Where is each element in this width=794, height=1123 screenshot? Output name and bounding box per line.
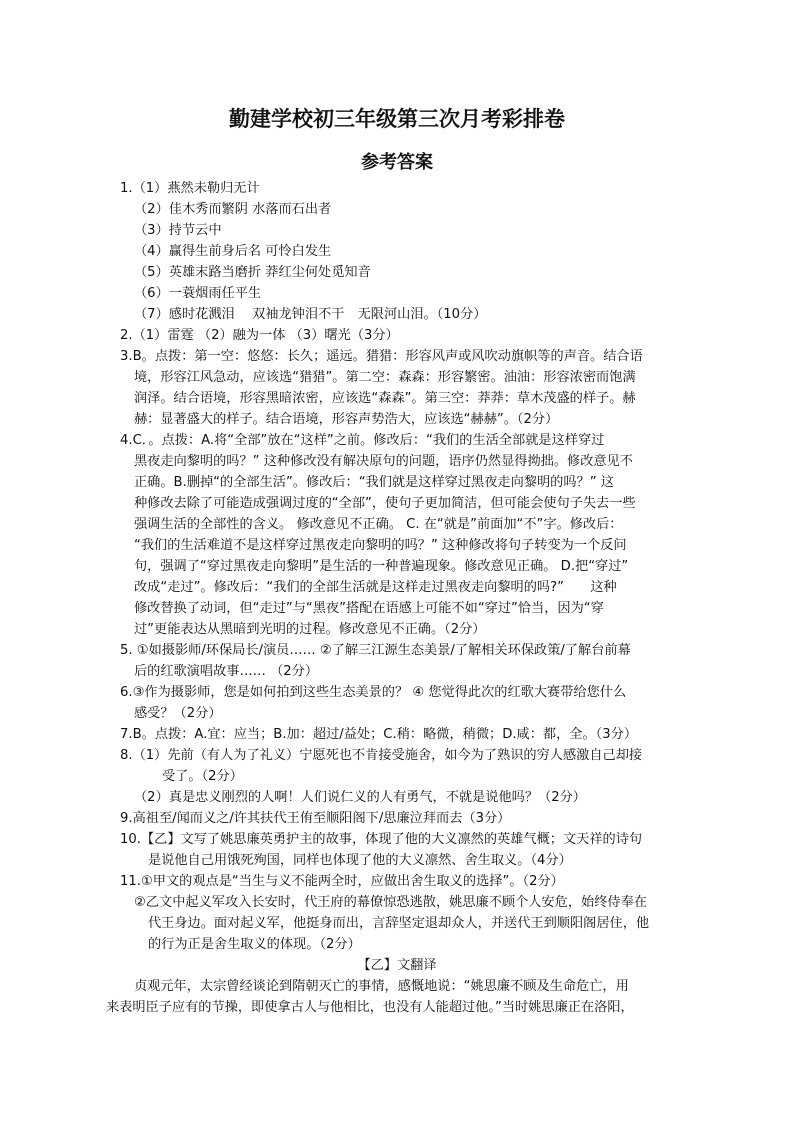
answer-line: 9.高祖至/闻而义之/许其扶代王侑至顺阳阁下/思廉泣拜而去（3分） [120, 811, 511, 826]
page-title: 勤建学校初三年级第三次月考彩排卷 [229, 106, 565, 131]
answer-line: （3）持节云中 [134, 223, 222, 238]
answer-line: 黑夜走向黎明的吗？” 这种修改没有解决原句的问题，语序仍然显得拗拙。修改意见不 [134, 454, 633, 469]
answer-line: 句，强调了“穿过黑夜走向黎明”是生活的一种普遍现象。修改意见正确。 D.把“穿过” [134, 559, 629, 574]
answer-line: 6.③作为摄影师，您是如何拍到这些生态美景的？ ④ 您觉得此次的红歌大赛带给您什么 [120, 685, 627, 700]
translation-heading: 【乙】文翻译 [357, 958, 437, 973]
answer-line: 4.C．。点拨：A.将“全部”放在“这样”之前。修改后：“我们的生活全部就是这样穿过 [120, 433, 605, 448]
answer-line: 后的红歌演唱故事…… （2分） [134, 664, 319, 679]
answer-line: （2）真是忠义刚烈的人啊！人们说仁义的人有勇气，不就是说他吗？（2分） [134, 790, 586, 805]
answer-line: 代王身边。面对起义军，他挺身而出，言辞坚定退却众人，并送代王到顺阳阁居住，他 [148, 916, 650, 931]
answer-line: 是说他自己用饿死殉国，同样也体现了他的大义凛然、舍生取义。（4分） [148, 853, 572, 868]
answer-line: 修改替换了动词，但“走过”与“黑夜”搭配在语感上可能不如“穿过”恰当，因为“穿 [134, 601, 604, 616]
answer-line: 赫：显著盛大的样子。结合语境，形容声势浩大，应该选“赫赫”。（2分） [134, 412, 559, 427]
answer-line: ②乙文中起义军攻入长安时，代王府的幕僚惊恐逃散，姚思廉不顾个人安危，始终侍奉在 [134, 895, 647, 910]
answer-line: 7.B。点拨：A.宜：应当；B.加：超过/益处；C.稍：略微，稍微；D.咸：都，全。（3分） [120, 727, 638, 742]
answer-line: 境，形容江风急动，应该选“猎猎”。第二空：森森：形容繁密。油油：形容浓密而饱满 [134, 370, 636, 385]
answer-line: 11.①甲文的观点是“当生与义不能两全时，应做出舍生取义的选择”。（2分） [120, 874, 564, 889]
answer-line: （4）赢得生前身后名 可怜白发生 [134, 244, 332, 259]
answer-line: 的行为正是舍生取义的体现。（2分） [148, 937, 361, 952]
answer-line: 1.（1）燕然未勒归无计 [120, 181, 260, 196]
answer-line: 润泽。结合语境，形容黑暗浓密，应该选“森森”。第三空：莽莽：草木茂盛的样子。赫 [134, 391, 636, 406]
answer-line: 5. ①如摄影师/环保局长/演员…… ②了解三江源生态美景/了解相关环保政策/了解台前幕 [120, 643, 631, 658]
answer-line: “我们的生活难道不是这样穿过黑夜走向黎明的吗？” 这种修改将句子转变为一个反问 [134, 538, 627, 553]
answer-line: 8.（1）先前（有人为了礼义）宁愿死也不肯接受施舍，如今为了熟识的穷人感激自己却接 [120, 748, 643, 763]
answer-line: （5）英雄末路当磨折 莽红尘何处觅知音 [134, 265, 371, 280]
answer-line: 种修改去除了可能造成强调过度的“全部”，使句子更加简洁，但可能会使句子失去一些 [134, 496, 636, 511]
answer-line: 贞观元年，太宗曾经谈论到隋朝灭亡的事情，感慨地说：“姚思廉不顾及生命危亡，用 [134, 979, 629, 994]
answer-line: 感受？（2分） [134, 706, 222, 721]
answer-line: 3.B。点拨：第一空：悠悠：长久；遥远。猎猎：形容风声或风吹动旗帜等的声音。结合语 [120, 349, 643, 364]
answer-line: 受了。（2分） [162, 769, 243, 784]
answer-line: （6）一蓑烟雨任平生 [134, 286, 262, 301]
answer-line: 来表明臣子应有的节操，即使拿古人与他相比，也没有人能超过他。”当时姚思廉正在洛阳， [106, 1000, 634, 1015]
page-subtitle: 参考答案 [361, 152, 433, 173]
answer-line: 正确。B.删掉“的全部生活”。修改后：“我们就是这样穿过黑夜走向黎明的吗？” 这 [134, 475, 614, 490]
answer-line: （7）感时花溅泪 双袖龙钟泪不干 无限河山泪。（10分） [134, 307, 487, 322]
answer-line: （2）佳木秀而繁阴 水落而石出者 [134, 202, 332, 217]
answer-line: 强调生活的全部性的含义。 修改意见不正确。 C. 在“就是”前面加“不”字。修改后： [134, 517, 623, 532]
answer-line: 过”更能表达从黑暗到光明的过程。修改意见不正确。（2分） [134, 622, 486, 637]
answer-line: 改成“走过”。修改后：“我们的全部生活就是这样走过黑夜走向黎明的吗?” 这种 [134, 580, 617, 595]
answer-line: 10.【乙】文写了姚思廉英勇护主的故事，体现了他的大义凛然的英雄气概；文天祥的诗句 [120, 832, 643, 847]
answer-line: 2.（1）雷霆 （2）融为一体 （3）曙光（3分） [120, 328, 399, 343]
